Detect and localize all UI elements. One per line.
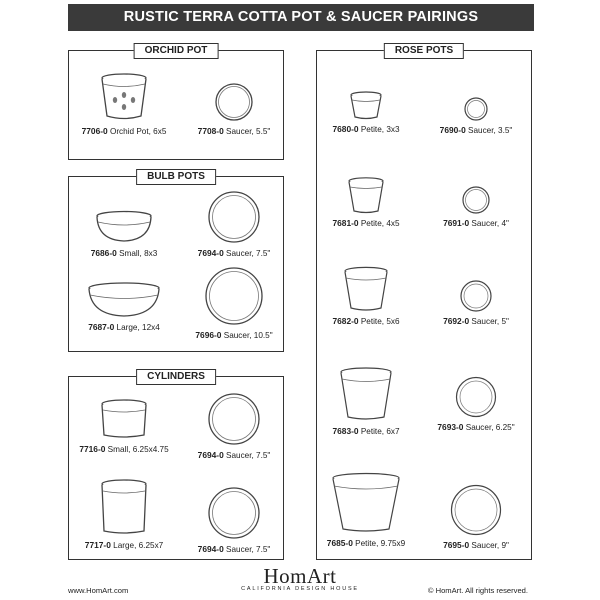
product-caption (64, 126, 184, 137)
product-caption (416, 540, 536, 551)
product-bulb-small-saucer (174, 190, 294, 259)
product-desc: Petite, 9.75x9 (355, 539, 406, 548)
product-code: 7680-0 (332, 124, 359, 134)
product-bulb-small (64, 210, 184, 259)
rose-pot-icon (331, 472, 401, 534)
product-desc: Small, 6.25x4.75 (107, 445, 169, 454)
product-caption (306, 538, 426, 549)
panel-label-orchid: ORCHID POT (134, 43, 219, 59)
product-desc: Saucer, 3.5" (468, 126, 513, 135)
product-caption (416, 125, 536, 136)
product-code: 7694-0 (197, 450, 224, 460)
saucer-icon (204, 266, 264, 326)
product-rose-saucer-5 (416, 280, 536, 327)
product-desc: Petite, 5x6 (360, 317, 400, 326)
product-rose-4x5 (306, 176, 426, 229)
product-code: 7687-0 (88, 322, 115, 332)
product-code: 7717-0 (84, 540, 111, 550)
saucer-icon (460, 280, 492, 312)
footer-url[interactable]: www.HomArt.com (68, 586, 129, 595)
product-bulb-large-saucer (174, 266, 294, 341)
bulb-pot-large-icon (86, 282, 162, 318)
product-caption (64, 248, 184, 259)
product-code: 7692-0 (443, 316, 470, 326)
product-caption (306, 218, 426, 229)
product-code: 7682-0 (332, 316, 359, 326)
product-desc: Small, 8x3 (119, 249, 158, 258)
cylinder-large-icon (99, 478, 149, 536)
product-desc: Saucer, 5.5" (226, 127, 271, 136)
product-caption (64, 540, 184, 551)
product-rose-saucer-3-5 (416, 97, 536, 136)
product-caption (416, 422, 536, 433)
saucer-icon (455, 376, 497, 418)
product-caption (174, 126, 294, 137)
bulb-pot-small-icon (94, 210, 154, 244)
product-caption (64, 322, 184, 333)
panel-label-bulb: BULB POTS (136, 169, 216, 185)
product-code: 7690-0 (439, 125, 466, 135)
logo-tagline: CALIFORNIA DESIGN HOUSE (241, 586, 359, 592)
product-desc: Saucer, 7.5" (226, 451, 271, 460)
product-rose-6x7 (306, 366, 426, 437)
product-desc: Saucer, 4" (471, 219, 509, 228)
product-caption (416, 218, 536, 229)
product-code: 7681-0 (332, 218, 359, 228)
product-desc: Petite, 4x5 (360, 219, 400, 228)
product-code: 7686-0 (90, 248, 117, 258)
product-cylinder-small (64, 398, 184, 455)
cylinder-small-icon (99, 398, 149, 440)
product-cylinder-small-saucer (174, 392, 294, 461)
product-caption (174, 330, 294, 341)
product-code: 7716-0 (79, 444, 106, 454)
product-code: 7691-0 (443, 218, 470, 228)
product-code: 7683-0 (332, 426, 359, 436)
product-caption (306, 124, 426, 135)
product-desc: Large, 12x4 (116, 323, 160, 332)
product-desc: Saucer, 9" (471, 541, 509, 550)
saucer-icon (207, 486, 261, 540)
product-caption (306, 426, 426, 437)
product-desc: Orchid Pot, 6x5 (109, 127, 167, 136)
product-desc: Saucer, 5" (471, 317, 509, 326)
logo-wordmark: HomArt (263, 564, 337, 588)
product-bulb-large (64, 282, 184, 333)
saucer-icon (450, 484, 502, 536)
footer-copyright: © HomArt. All rights reserved. (427, 586, 528, 595)
product-rose-saucer-4 (416, 186, 536, 229)
saucer-icon (207, 190, 261, 244)
product-caption (416, 316, 536, 327)
product-desc: Petite, 3x3 (360, 125, 400, 134)
rose-pot-icon (343, 266, 389, 312)
orchid-pot-icon (94, 72, 154, 122)
product-orchid-pot (64, 72, 184, 137)
brand-logo (240, 566, 360, 593)
product-rose-3x3 (306, 90, 426, 135)
product-code: 7706-0 (81, 126, 108, 136)
rose-pot-icon (347, 176, 385, 214)
product-desc: Saucer, 10.5" (223, 331, 273, 340)
saucer-icon (207, 392, 261, 446)
product-caption (306, 316, 426, 327)
product-cylinder-large (64, 478, 184, 551)
product-desc: Saucer, 7.5" (226, 545, 271, 554)
product-cylinder-large-saucer (174, 486, 294, 555)
product-caption (174, 248, 294, 259)
product-orchid-saucer (174, 82, 294, 137)
panel-label-rose: ROSE POTS (384, 43, 464, 59)
product-rose-saucer-9 (416, 484, 536, 551)
product-caption (174, 544, 294, 555)
rose-pot-icon (339, 366, 393, 422)
product-code: 7694-0 (197, 248, 224, 258)
saucer-icon (214, 82, 254, 122)
product-rose-saucer-6-25 (416, 376, 536, 433)
rose-pot-icon (349, 90, 383, 120)
product-caption (64, 444, 184, 455)
product-code: 7708-0 (197, 126, 224, 136)
product-rose-5x6 (306, 266, 426, 327)
saucer-icon (464, 97, 488, 121)
product-code: 7694-0 (197, 544, 224, 554)
page-title: RUSTIC TERRA COTTA POT & SAUCER PAIRINGS (68, 4, 534, 31)
product-code: 7695-0 (443, 540, 470, 550)
product-caption (174, 450, 294, 461)
product-desc: Saucer, 7.5" (226, 249, 271, 258)
product-desc: Large, 6.25x7 (113, 541, 164, 550)
product-code: 7685-0 (326, 538, 353, 548)
panel-label-cylinders: CYLINDERS (136, 369, 216, 385)
product-code: 7696-0 (195, 330, 222, 340)
product-desc: Saucer, 6.25" (465, 423, 515, 432)
product-code: 7693-0 (437, 422, 464, 432)
product-desc: Petite, 6x7 (360, 427, 400, 436)
product-rose-9-75x9 (306, 472, 426, 549)
saucer-icon (462, 186, 490, 214)
